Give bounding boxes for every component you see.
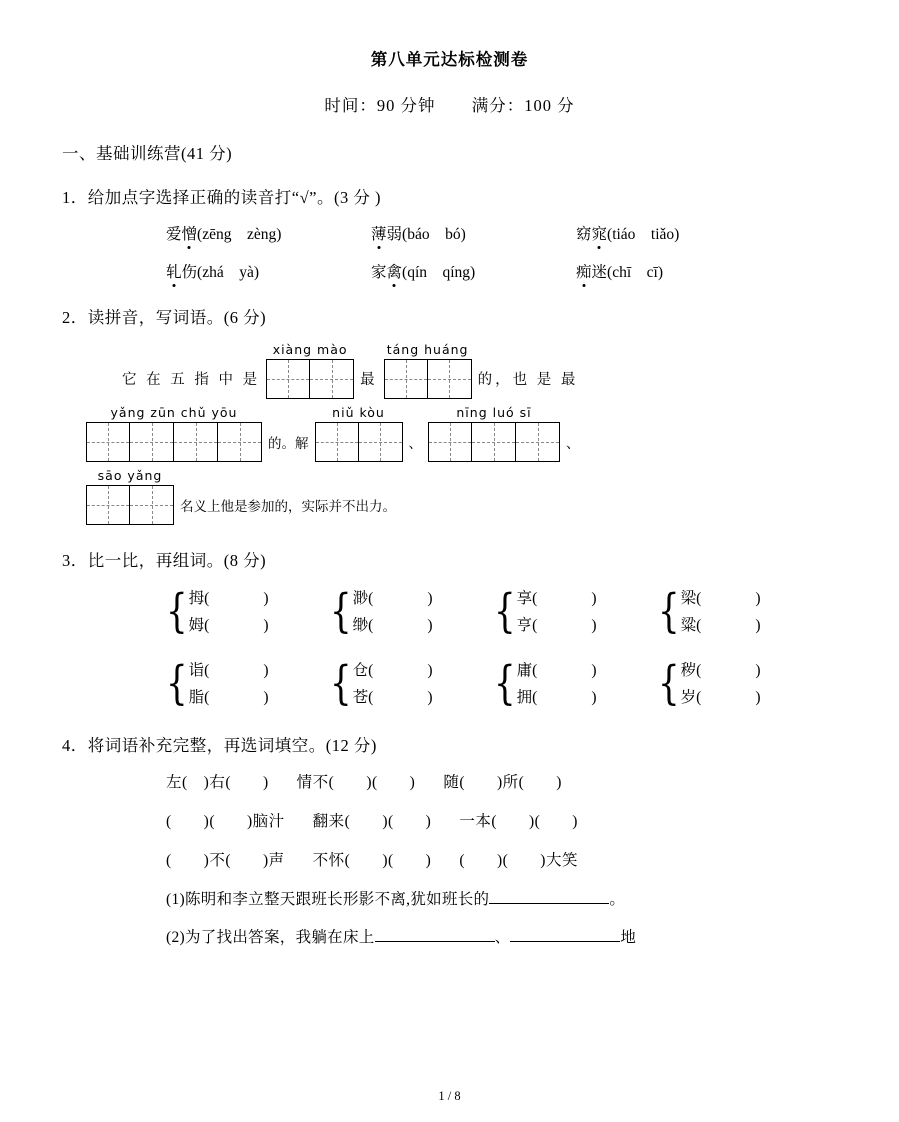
- tianzige-group-niukou[interactable]: [315, 405, 403, 462]
- brace-icon: {: [494, 656, 516, 711]
- pinyin-label: táng huáng: [386, 342, 469, 357]
- compare-char: 秽(: [680, 662, 702, 680]
- tianzige-cell[interactable]: [130, 422, 174, 462]
- pron-char: 窈: [576, 226, 592, 243]
- pinyin-label: sāo yǎng: [97, 468, 163, 483]
- paren-close: ): [263, 617, 269, 635]
- compare-item[interactable]: [517, 585, 597, 612]
- compare-item[interactable]: [189, 612, 269, 639]
- paren-close: ): [591, 662, 597, 680]
- tianzige-cell[interactable]: [86, 485, 130, 525]
- idiom-blank[interactable]: 情不( )( ): [296, 773, 416, 791]
- paren-close: ): [591, 689, 597, 707]
- compare-char: 渺(: [352, 590, 374, 607]
- pron-char: 迷: [591, 264, 608, 281]
- pronunciation-item[interactable]: [576, 260, 781, 282]
- compare-char: 脂(: [188, 689, 210, 707]
- compare-item[interactable]: [353, 585, 433, 612]
- question-2-body: [62, 342, 837, 525]
- paren-close: ): [755, 617, 761, 635]
- tianzige-cell[interactable]: [218, 422, 262, 462]
- compare-item[interactable]: [681, 585, 761, 612]
- idiom-blank[interactable]: 翻来( )( ): [312, 812, 432, 830]
- question-2-prompt: 2．读拼音，写词语。(6 分): [62, 308, 267, 327]
- pinyin-label: niǔ kòu: [332, 405, 385, 420]
- sentence-separator: 、: [408, 436, 422, 451]
- compare-group: [494, 657, 658, 711]
- pronunciation-row: [62, 260, 837, 282]
- pronunciation-row: [62, 222, 837, 244]
- compare-char: 拇(: [188, 590, 210, 607]
- tianzige-group-saoyang[interactable]: [86, 468, 174, 525]
- paren-close: ): [427, 590, 433, 607]
- writing-line-2: [62, 405, 837, 462]
- brace-icon: {: [166, 584, 188, 639]
- paren-close: ): [755, 689, 761, 707]
- pron-options[interactable]: (qín qíng): [402, 264, 476, 281]
- pron-options[interactable]: (zhá yà): [197, 264, 259, 281]
- idiom-row: [166, 809, 837, 831]
- compare-char: 庸(: [516, 662, 538, 680]
- compare-item[interactable]: [681, 684, 761, 711]
- writing-line-3: [62, 468, 837, 525]
- pron-char: 爱: [166, 226, 182, 243]
- question-1-body: [62, 222, 837, 282]
- tianzige-group-yangzunchuyou[interactable]: [86, 405, 262, 462]
- pron-char-dotted: 轧: [166, 260, 182, 282]
- tianzige-cell[interactable]: [130, 485, 174, 525]
- brace-icon: {: [658, 656, 680, 711]
- compare-char: 拥(: [516, 689, 538, 707]
- pron-options[interactable]: (báo bó): [402, 226, 466, 243]
- compare-char: 诣(: [188, 662, 210, 680]
- idiom-row: [166, 770, 837, 792]
- sentence-separator: 、: [566, 436, 580, 451]
- sentence-part: 的，也 是 最: [477, 372, 579, 388]
- exam-time: 时间：90 分钟: [324, 96, 436, 115]
- question-3-prompt: 3．比一比，再组词。(8 分): [62, 551, 267, 570]
- fill-in-sentence-2: [166, 925, 837, 947]
- pron-char-dotted: 窕: [592, 222, 608, 244]
- question-3-body: [62, 585, 837, 712]
- idiom-blank[interactable]: 一本( )( ): [459, 812, 578, 830]
- compare-row: [166, 657, 837, 711]
- paren-close: ): [427, 617, 433, 635]
- pron-char: 伤: [181, 264, 198, 281]
- idiom-blank[interactable]: ( )( )大笑: [459, 851, 578, 869]
- pron-char-dotted: 薄: [371, 222, 387, 244]
- tianzige-group-tanghuang[interactable]: [384, 342, 472, 399]
- compare-item[interactable]: [189, 657, 269, 684]
- pron-char-dotted: 痴: [576, 260, 592, 282]
- brace-icon: {: [330, 656, 352, 711]
- pronunciation-item[interactable]: [166, 260, 371, 282]
- section-title: 一、基础训练营(41 分): [62, 144, 233, 163]
- paren-close: ): [263, 689, 269, 707]
- idiom-blank[interactable]: 随( )所( ): [443, 773, 562, 791]
- tianzige-cell[interactable]: [86, 422, 130, 462]
- tianzige-cell[interactable]: [472, 422, 516, 462]
- idiom-row: [166, 848, 837, 870]
- fill-in-text: (2)为了找出答案，我躺在床上: [166, 928, 375, 946]
- compare-item[interactable]: [517, 684, 597, 711]
- writing-line-1: [62, 342, 837, 399]
- paren-close: ): [427, 689, 433, 707]
- brace-icon: {: [330, 584, 352, 639]
- tianzige-cell[interactable]: [428, 422, 472, 462]
- answer-blank[interactable]: [375, 941, 495, 942]
- compare-group: [166, 585, 330, 639]
- pronunciation-item[interactable]: [576, 222, 781, 244]
- compare-item[interactable]: [517, 612, 597, 639]
- compare-char: 享(: [516, 590, 538, 607]
- question-4-prompt: 4．将词语补充完整，再选词填空。(12 分): [62, 735, 377, 755]
- tianzige-cell[interactable]: [384, 359, 428, 399]
- pron-char: 家: [371, 264, 387, 281]
- idiom-blank[interactable]: ( )不( )声: [166, 851, 285, 869]
- idiom-blank[interactable]: ( )( )脑汁: [166, 812, 285, 830]
- question-4-fill-in: [62, 887, 837, 947]
- compare-group: [658, 585, 822, 639]
- pronunciation-item[interactable]: [371, 260, 576, 282]
- answer-blank[interactable]: [510, 941, 620, 942]
- sentence-part: 的。解: [268, 436, 309, 451]
- paren-close: ): [263, 662, 269, 680]
- compare-char: 缈(: [352, 617, 374, 635]
- pronunciation-item[interactable]: [371, 222, 576, 244]
- sentence-part: 最: [360, 372, 378, 388]
- brace-icon: {: [494, 584, 516, 639]
- tianzige-cell[interactable]: [359, 422, 403, 462]
- pron-options[interactable]: (chī cī): [607, 264, 663, 281]
- compare-group: [330, 585, 494, 639]
- pron-char-dotted: 憎: [182, 222, 198, 244]
- pinyin-label: xiàng mào: [272, 342, 348, 357]
- compare-group: [658, 657, 822, 711]
- compare-group: [166, 657, 330, 711]
- tianzige-group-xiangmao[interactable]: [266, 342, 354, 399]
- pron-options[interactable]: (tiáo tiǎo): [607, 226, 680, 243]
- paren-close: ): [755, 662, 761, 680]
- compare-item[interactable]: [189, 585, 269, 612]
- fill-in-text: (1)陈明和李立整天跟班长形影不离,犹如班长的: [166, 890, 490, 908]
- tianzige-cell[interactable]: [428, 359, 472, 399]
- page-title: 第八单元达标检测卷: [370, 50, 529, 69]
- paren-close: ): [591, 617, 597, 635]
- compare-char: 亨(: [516, 617, 538, 635]
- exam-meta: [62, 92, 837, 116]
- compare-char: 岁(: [680, 689, 702, 707]
- compare-item[interactable]: [189, 684, 269, 711]
- question-4-body: [62, 770, 837, 870]
- tianzige-cell[interactable]: [174, 422, 218, 462]
- idiom-blank[interactable]: 左( )右( ): [166, 773, 269, 791]
- compare-char: 梁(: [680, 590, 702, 607]
- fill-in-text: 地: [620, 928, 637, 946]
- fill-in-sentence-1: [166, 887, 837, 909]
- exam-score: 满分：100 分: [471, 96, 575, 115]
- paren-close: ): [755, 590, 761, 607]
- pinyin-label: nīng luó sī: [456, 405, 532, 420]
- compare-char: 苍(: [352, 689, 374, 707]
- compare-group: [330, 657, 494, 711]
- compare-item[interactable]: [353, 612, 433, 639]
- pron-char-dotted: 禽: [387, 260, 403, 282]
- page-footer: 1 / 8: [438, 1089, 461, 1103]
- tianzige-cell[interactable]: [266, 359, 310, 399]
- compare-char: 仓(: [352, 662, 374, 680]
- question-1-prompt: 1．给加点字选择正确的读音打“√”。(3 分 ): [62, 188, 381, 207]
- fill-in-text: 。: [609, 890, 626, 908]
- paren-close: ): [591, 590, 597, 607]
- compare-item[interactable]: [681, 612, 761, 639]
- paren-close: ): [263, 590, 269, 607]
- tianzige-group-ningluosi[interactable]: [428, 405, 560, 462]
- compare-row: [166, 585, 837, 639]
- fill-in-text: 、: [494, 928, 511, 946]
- pronunciation-item[interactable]: [166, 222, 371, 244]
- tianzige-cell[interactable]: [315, 422, 359, 462]
- compare-item[interactable]: [681, 657, 761, 684]
- answer-blank[interactable]: [489, 903, 609, 904]
- compare-item[interactable]: [517, 657, 597, 684]
- compare-item[interactable]: [353, 657, 433, 684]
- compare-char: 姆(: [188, 617, 210, 635]
- sentence-part: 名义上他是参加的，实际并不出力。: [180, 499, 396, 514]
- tianzige-cell[interactable]: [516, 422, 560, 462]
- sentence-part: 它 在 五 指 中 是: [122, 372, 261, 388]
- compare-char: 粱(: [680, 617, 702, 635]
- idiom-blank[interactable]: 不怀( )( ): [312, 851, 432, 869]
- tianzige-cell[interactable]: [310, 359, 354, 399]
- compare-group: [494, 585, 658, 639]
- paren-close: ): [427, 662, 433, 680]
- brace-icon: {: [658, 584, 680, 639]
- pron-options[interactable]: (zēng zèng): [197, 226, 282, 243]
- pinyin-label: yǎng zūn chǔ yōu: [110, 405, 238, 420]
- compare-item[interactable]: [353, 684, 433, 711]
- pron-char: 弱: [386, 226, 403, 243]
- brace-icon: {: [166, 656, 188, 711]
